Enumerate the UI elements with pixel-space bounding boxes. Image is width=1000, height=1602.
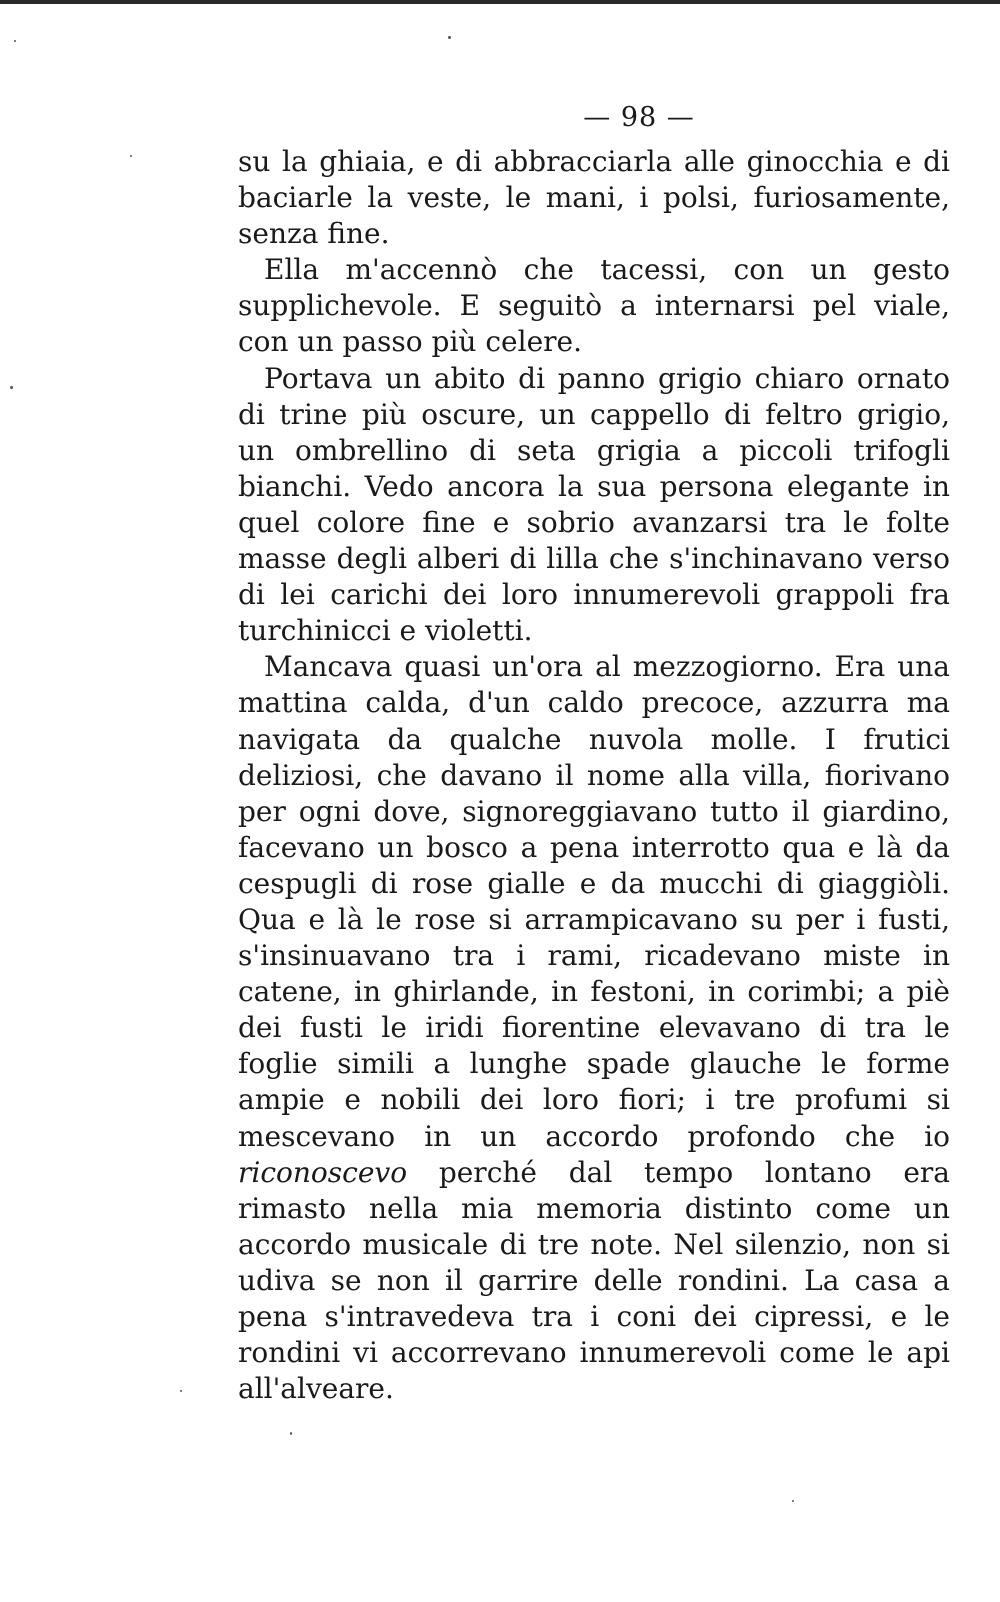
paragraph-1: su la ghiaia, e di abbracciarla alle ginocchia e di baciarle la veste, le mani, i polsi, furiosamente, senza fine. (238, 145, 950, 251)
paragraph-4-text-after: perché dal tempo lontano era rimasto nella mia memoria distinto come un accordo musicale di tre note. Nel silenzio, non si udiva se non il garrire delle rondini. La casa a pena s'intravedeva tra i coni dei cipressi, e le rondini vi accorrevano innumerevoli come le api all'alveare. (238, 1155, 950, 1406)
scan-speck (792, 1500, 794, 1502)
scan-speck (10, 386, 13, 389)
scan-speck (14, 40, 16, 42)
scan-speck (448, 36, 451, 39)
paragraph-4-emphasis: riconoscevo (238, 1155, 408, 1189)
scan-speck (130, 155, 132, 157)
top-edge-rule (0, 0, 1000, 4)
paragraph-2: Ella m'accennò che tacessi, con un gesto supplichevole. E seguitò a internarsi pel viale, con un passo più celere. (238, 253, 950, 359)
paragraph-4 (238, 649, 950, 1407)
paragraph-4-text-before: Mancava quasi un'ora al mezzogiorno. Era una mattina calda, d'un caldo precoce, azzurra ma navigata da qualche nuvola molle. I frutici deliziosi, che davano il nome alla villa, fiorivano per ogni dove, signoreggiavano tutto il giardino, facevano un bosco a pena interrotto qua e là da cespugli di rose gialle e da mucchi di giaggiòli. Qua e là le rose si arrampicavano su per i fusti, s'insinuavano tra i rami, ricadevano miste in catene, in ghirlande, in festoni, in corimbi; a piè dei fusti le iridi fiorentine elevavano di tra le foglie simili a lunghe spade glauche le forme ampie e nobili dei loro fiori; i tre profumi si mescevano in un accordo profondo che io (238, 650, 950, 1153)
scan-speck (290, 1432, 292, 1435)
page-number: — 98 — (583, 102, 695, 133)
scan-speck (180, 1390, 182, 1392)
paragraph-3: Portava un abito di panno grigio chiaro ornato di trine più oscure, un cappello di feltro grigio, un ombrellino di seta grigia a piccoli trifogli bianchi. Vedo ancora la sua persona elegante in quel colore fine e sobrio avanzarsi tra le folte masse degli alberi di lilla che s'inchinavano verso di lei carichi dei loro innumerevoli grappoli fra turchinicci e violetti. (238, 361, 950, 648)
book-page (238, 100, 950, 1407)
